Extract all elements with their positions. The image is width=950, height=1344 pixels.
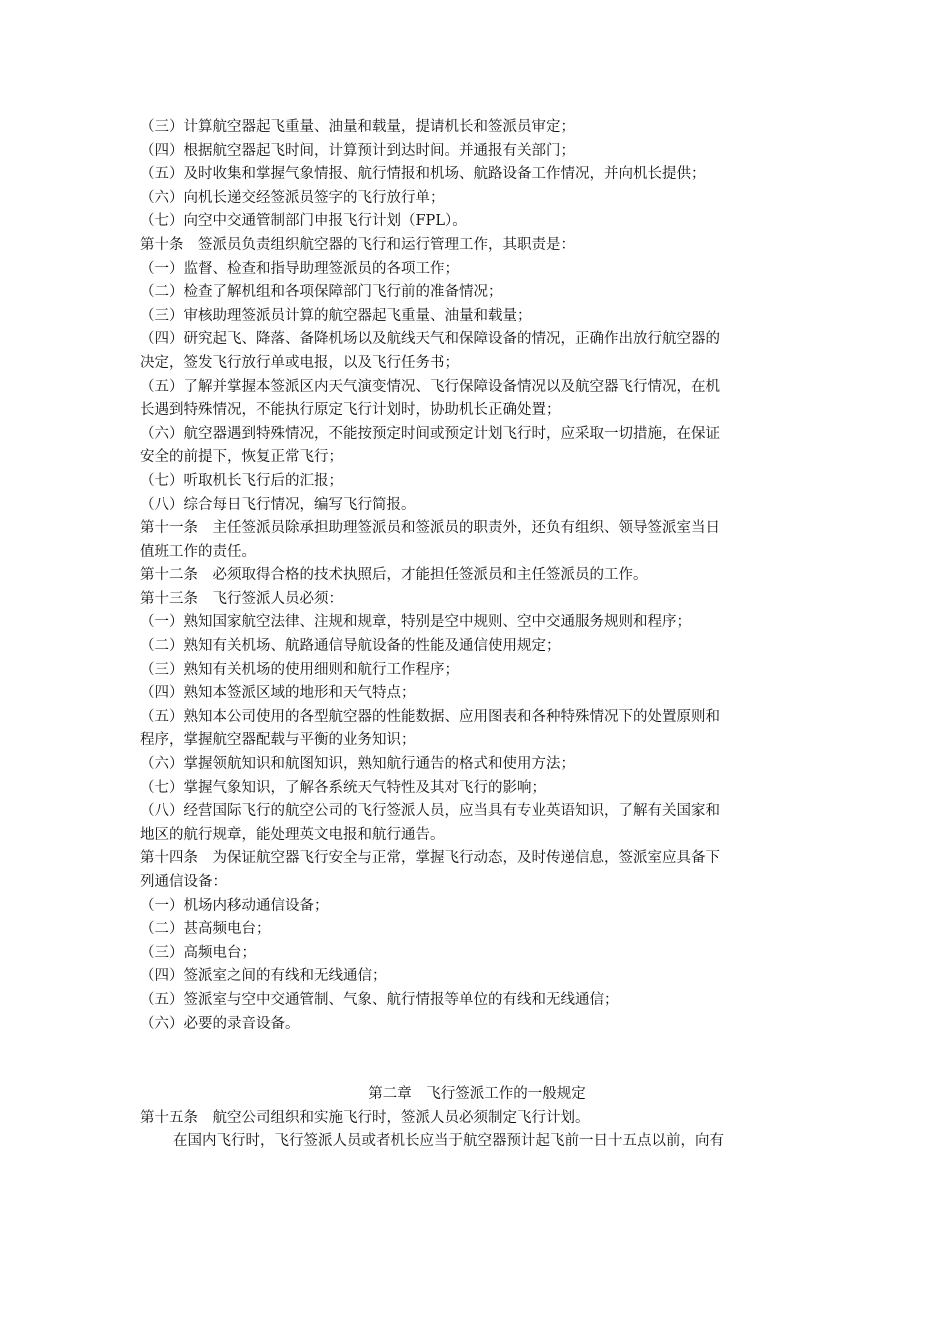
- text-line: （七）掌握气象知识，了解各系统天气特性及其对飞行的影响；: [140, 779, 546, 796]
- text-line: 列通信设备：: [140, 874, 227, 890]
- text-line: 值班工作的责任。: [140, 543, 256, 560]
- article-heading-10: 第十条 签派员负责组织航空器的飞行和运行管理工作，其职责是：: [140, 236, 575, 253]
- text-line: （三）高频电台；: [140, 944, 256, 961]
- text-line: （八）经营国际飞行的航空公司的飞行签派人员，应当具有专业英语知识，了解有关国家和: [140, 803, 720, 820]
- article-heading-11: 第十一条 主任签派员除承担助理签派员和签派员的职责外，还负有组织、领导签派室当日: [140, 520, 720, 537]
- text-line: （四）研究起飞、降落、备降机场以及航线天气和保障设备的情况，正确作出放行航空器的: [140, 331, 720, 348]
- text-line: （五）熟知本公司使用的各型航空器的性能数据、应用图表和各种特殊情况下的处置原则和: [140, 708, 720, 725]
- text-line: 地区的航行规章，能处理英文电报和航行通告。: [140, 826, 445, 843]
- text-line: （五）了解并掌握本签派区内天气演变情况、飞行保障设备情况以及航空器飞行情况，在机: [140, 378, 720, 395]
- text-line: （六）掌握领航知识和航图知识，熟知航行通告的格式和使用方法；: [140, 756, 575, 773]
- text-line: （四）根据航空器起飞时间，计算预计到达时间。并通报有关部门；: [140, 142, 575, 159]
- text-line: （一）熟知国家航空法律、注规和规章，特别是空中规则、空中交通服务规则和程序；: [140, 614, 691, 631]
- article-heading-13: 第十三条 飞行签派人员必须：: [140, 590, 343, 607]
- text-line: （五）签派室与空中交通管制、气象、航行情报等单位的有线和无线通信；: [140, 991, 619, 1008]
- text-line: （五）及时收集和掌握气象情报、航行情报和机场、航路设备工作情况，并向机长提供；: [140, 166, 706, 183]
- text-line: （八）综合每日飞行情况，编写飞行简报。: [140, 496, 416, 513]
- text-line: （三）熟知有关机场的使用细则和航行工作程序；: [140, 661, 459, 678]
- text-line: 安全的前提下，恢复正常飞行；: [140, 449, 343, 466]
- text-line: （六）必要的录音设备。: [140, 1015, 300, 1032]
- text-line: （二）甚高频电台；: [140, 921, 271, 938]
- text-line: （四）签派室之间的有线和无线通信；: [140, 968, 387, 985]
- article-heading-15: 第十五条 航空公司组织和实施飞行时，签派人员必须制定飞行计划。: [140, 1109, 590, 1126]
- article-heading-12: 第十二条 必须取得合格的技术执照后，才能担任签派员和主任签派员的工作。: [140, 567, 648, 584]
- section-gap: [140, 1036, 814, 1083]
- text-line: （二）熟知有关机场、航路通信导航设备的性能及通信使用规定；: [140, 638, 561, 655]
- text-line: （一）机场内移动通信设备；: [140, 897, 329, 914]
- document-body: [140, 116, 814, 1154]
- text-line: （三）审核助理签派员计算的航空器起飞重量、油量和载量；: [140, 307, 532, 324]
- text-line: （二）检查了解机组和各项保障部门飞行前的准备情况；: [140, 284, 503, 301]
- text-line: 决定，签发飞行放行单或电报，以及飞行任务书；: [140, 354, 459, 371]
- text-line: （六）向机长递交经签派员签字的飞行放行单；: [140, 189, 445, 206]
- text-line: （六）航空器遇到特殊情况，不能按预定时间或预定计划飞行时，应采取一切措施，在保证: [140, 425, 720, 442]
- text-line: （三）计算航空器起飞重量、油量和载量，提请机长和签派员审定；: [140, 119, 575, 135]
- chapter-title: 第二章 飞行签派工作的一般规定: [368, 1086, 586, 1103]
- text-line: 程序，掌握航空器配载与平衡的业务知识；: [140, 732, 416, 749]
- indented-paragraph-line: 在国内飞行时，飞行签派人员或者机长应当于航空器预计起飞前一日十五点以前，向有: [173, 1133, 724, 1150]
- text-line: （一）监督、检查和指导助理签派员的各项工作；: [140, 260, 459, 277]
- article-heading-14: 第十四条 为保证航空器飞行安全与正常，掌握飞行动态，及时传递信息，签派室应具备下: [140, 850, 720, 867]
- text-line: （四）熟知本签派区域的地形和天气特点；: [140, 685, 416, 702]
- text-line: 长遇到特殊情况，不能执行原定飞行计划时，协助机长正确处置；: [140, 402, 561, 419]
- text-line: （七）听取机长飞行后的汇报；: [140, 472, 343, 489]
- text-line: （七）向空中交通管制部门申报飞行计划（FPL）。: [140, 213, 467, 230]
